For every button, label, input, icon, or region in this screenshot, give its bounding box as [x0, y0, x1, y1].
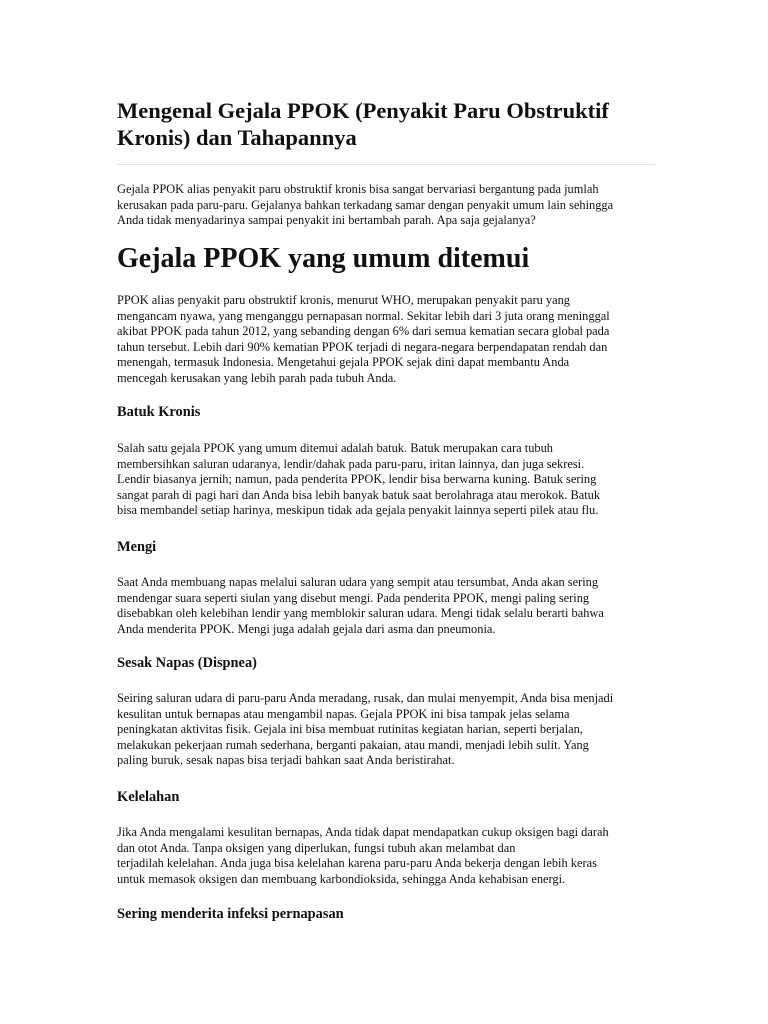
- section-paragraph: PPOK alias penyakit paru obstruktif kronis, menurut WHO, merupakan penyakit paru yang mengancam nyawa, yang menganggu pernapasan normal. Sekitar lebih dari 3 juta orang meninggal akibat PPOK pada tahun 2012, yang sebanding dengan 6% dari semua kematian secara global pada tahun tersebut. Lebih dari 90% kematian PPOK terjadi di negara-negara berpendapatan rendah dan menengah, termasuk Indonesia. Mengetahui gejala PPOK sejak dini dapat membantu Anda mencegah kerusakan yang lebih parah pada tubuh Anda.: [117, 293, 610, 385]
- symptom-heading-kelelahan: Kelelahan: [117, 789, 180, 805]
- document-title: Mengenal Gejala PPOK (Penyakit Paru Obstruktif Kronis) dan Tahapannya: [117, 98, 609, 150]
- title-divider: [117, 164, 655, 165]
- symptom-heading-sesak-napas: Sesak Napas (Dispnea): [117, 655, 257, 671]
- symptom-heading-mengi: Mengi: [117, 539, 157, 555]
- symptom-heading-infeksi-pernapasan: Sering menderita infeksi pernapasan: [117, 906, 344, 922]
- section-heading: Gejala PPOK yang umum ditemui: [117, 243, 530, 274]
- intro-paragraph: Gejala PPOK alias penyakit paru obstruktif kronis bisa sangat bervariasi bergantung pada jumlah kerusakan pada paru-paru. Gejalanya bahkan terkadang samar dengan penyakit umum lain sehingga Anda tidak menyadarinya sampai penyakit ini bertambah parah. Apa saja gejalanya?: [117, 182, 614, 227]
- symptom-text-sesak-napas: Seiring saluran udara di paru-paru Anda meradang, rusak, dan mulai menyempit, Anda bisa menjadi kesulitan untuk bernapas atau mengambil napas. Gejala PPOK ini bisa tampak jelas selama peningkatan aktivitas fisik. Gejala ini bisa membuat rutinitas kegiatan harian, seperti berjalan, melakukan pekerjaan rumah sederhana, berganti pakaian, atau mandi, menjadi lebih sulit. Yang paling buruk, sesak napas bisa terjadi bahkan saat Anda beristirahat.: [117, 691, 614, 767]
- symptom-text-kelelahan: Jika Anda mengalami kesulitan bernapas, Anda tidak dapat mendapatkan cukup oksigen bagi darah dan otot Anda. Tanpa oksigen yang diperlukan, fungsi tubuh akan melambat dan terjadilah kelelahan. Anda juga bisa kelelahan karena paru-paru Anda bekerja dengan lebih keras untuk memasok oksigen dan membuang karbondioksida, sehingga Anda kehabisan energi.: [117, 825, 609, 886]
- symptom-heading-batuk-kronis: Batuk Kronis: [117, 404, 201, 420]
- symptom-text-mengi: Saat Anda membuang napas melalui saluran udara yang sempit atau tersumbat, Anda akan sering mendengar suara seperti siulan yang disebut mengi. Pada penderita PPOK, mengi paling sering disebabkan oleh kelebihan lendir yang memblokir saluran udara. Mengi tidak selalu berarti bahwa Anda menderita PPOK. Mengi juga adalah gejala dari asma dan pneumonia.: [117, 575, 604, 636]
- symptom-text-batuk-kronis: Salah satu gejala PPOK yang umum ditemui adalah batuk. Batuk merupakan cara tubuh membersihkan saluran udaranya, lendir/dahak pada paru-paru, iritan lainnya, dan juga sekresi. Lendir biasanya jernih; namun, pada penderita PPOK, lendir bisa berwarna kuning. Batuk sering sangat parah di pagi hari dan Anda bisa lebih banyak batuk saat berolahraga atau merokok. Batuk bisa membandel setiap harinya, meskipun tidak ada gejala penyakit lainnya seperti pilek atau flu.: [117, 441, 601, 517]
